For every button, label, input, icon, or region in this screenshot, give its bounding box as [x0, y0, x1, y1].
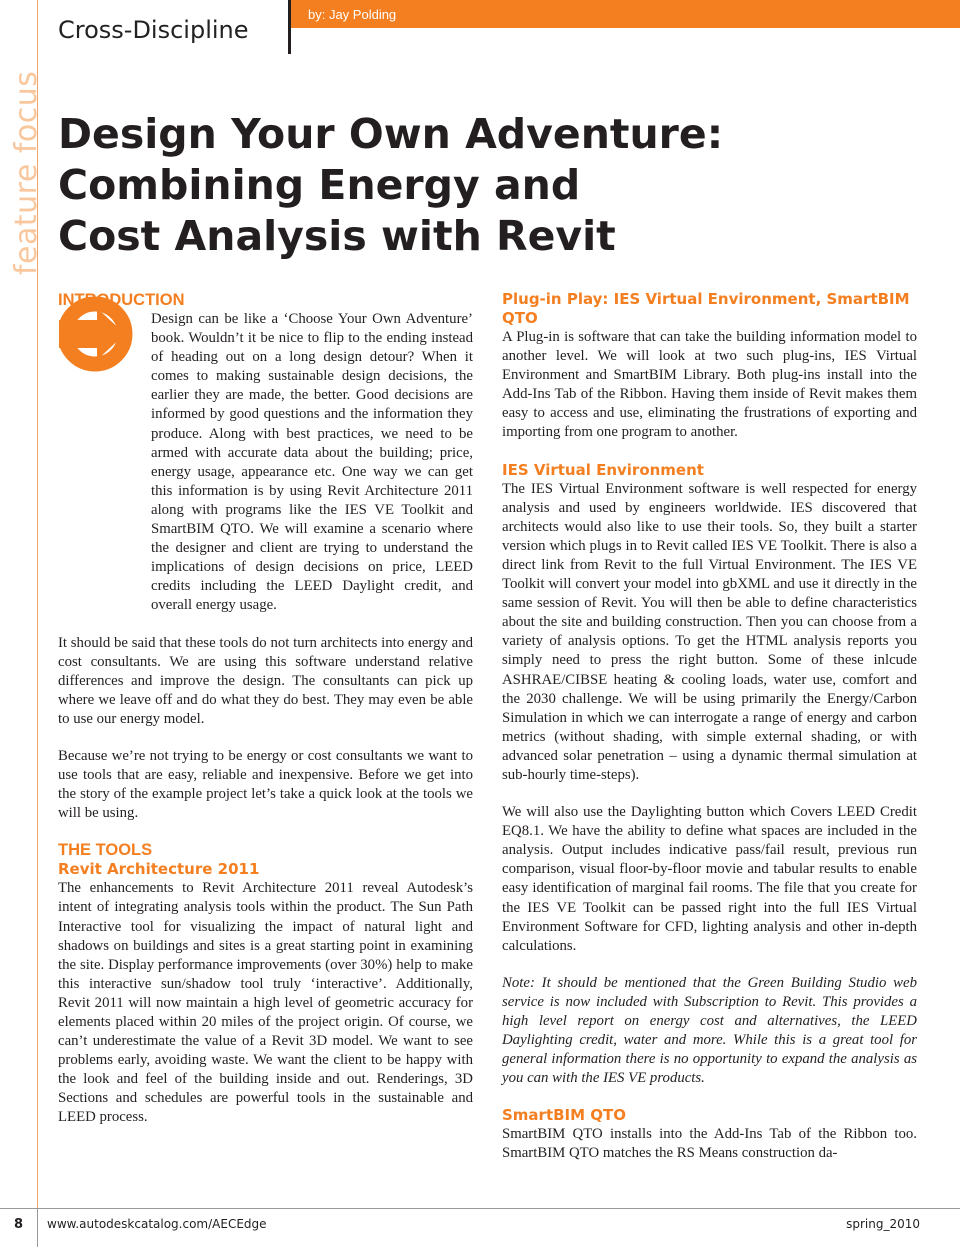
intro-paragraph-3: Because we’re not trying to be energy or cost consultants we want to use tools that are easy, reliable and inexpensive. Before we get into the story of the example project let’s take a quick look at the tools we will be using.	[58, 747, 473, 822]
ies-paragraph-1: The IES Virtual Environment software is well respected for energy analysis and used by engineers worldwide. IES discovered that architects would also like to use their tools. So, they built a starter version which plugs in to Revit called IES VE Toolkit. There is also a direct link from Revit to the full Virtual Environment. The IES VE Toolkit will convert your model into gbXML and use it directly in the same session of Revit. You will then be able to define characteristics about the site and building construction. Then you can choose from a variety of analysis options. To get the HTML analysis reports you simply need to press the right button. Some of these inlcude ASHRAE/CIBSE heating & cooling loads, water use, comfort and the 2030 challenge. We will be using primarily the Energy/Carbon Simulation in which we can interrogate a range of energy and carbon metrics (without shading, with simple external shading, or with advanced solar penetration – using a dynamic thermal simulation at sub-hourly time-steps).	[502, 480, 917, 783]
page-number: 8	[14, 1217, 24, 1232]
tools-heading: THE TOOLS	[58, 841, 153, 860]
footer-url: www.autodeskcatalog.com/AECEdge	[47, 1217, 267, 1231]
byline-bar	[291, 0, 960, 28]
smartbim-paragraph: SmartBIM QTO installs into the Add-Ins Tab of the Ribbon too. SmartBIM QTO matches the RS Means construction da-	[502, 1126, 917, 1162]
footer-rule	[0, 1208, 960, 1209]
footer-issue: spring_2010	[846, 1217, 920, 1231]
note-paragraph: Note: It should be mentioned that the Green Building Studio web service is now included with Subscription to Revit. This provides a high level report on energy cost and alternatives, the LEED Daylighting credit, water and more. While this is a great tool for general information there is no opportunity to expand the analysis as you can with the IES VE products.	[502, 974, 917, 1087]
ies-paragraph-2: We will also use the Daylighting button which Covers LEED Credit EQ8.1. We have the ability to define what spaces are included in the analysis. Output includes indicative pass/fail result, previous run comparison, visual floor-by-floor movie and tabular results to enable easy identification of marginal fail rooms. The file that you create for the IES VE Toolkit can be passed right into the full IES Virtual Environment Software for CFD, lighting analysis and other in-depth calculations.	[502, 804, 917, 954]
revit-heading: Revit Architecture 2011	[58, 860, 260, 879]
intro-paragraph-2: It should be said that these tools do not turn architects into energy and cost consultants. We are using this software understand relative differences and improve the design. The consultants can pick up where we leave off and do what they do best. They may even be able to use our energy model.	[58, 634, 473, 727]
right-column	[502, 290, 917, 1182]
title-line-2: Combining Energy and	[58, 161, 581, 209]
intro-paragraph-1-text: Design can be like a ‘Choose Your Own Adventure’ book. Wouldn’t it be nice to flip to the ending instead of heading out on a long design detour? When it comes to making sustainable design decisions, the earlier they are made, the better. Good decisions are informed by good questions and the information they produce. Along with best practices, we need to be armed with accurate data about the building; price, energy usage, appearance etc. One way we can get this information is by using Revit Architecture 2011 along with programs like the IES VE Toolkit and SmartBIM QTO. We will examine a scenario where the designer and client are trying to understand the implications of design decisions on price, LEED credits including the LEED Daylight credit, and overall energy usage.	[151, 311, 473, 614]
plugin-paragraph: A Plug-in is software that can take the building information model to another level. We will look at two such plug-ins, IES Virtual Environment and SmartBIM Library. Both plug-ins install into the Add-Ins Tab of the Ribbon. Having them inside of Revit makes them easy to access and use, eliminating the frustrations of exporting and importing from one program to another.	[502, 329, 917, 441]
plugin-heading: Plug-in Play: IES Virtual Environment, SmartBIM QTO	[502, 290, 910, 327]
footer-divider	[37, 1208, 38, 1247]
left-column	[58, 291, 473, 1146]
author-byline: by: Jay Polding	[308, 7, 397, 22]
intro-paragraph-1	[58, 310, 473, 616]
section-title: Cross-Discipline	[58, 16, 249, 44]
title-line-3: Cost Analysis with Revit	[58, 212, 616, 260]
smartbim-heading: SmartBIM QTO	[502, 1106, 627, 1125]
revit-paragraph: The enhancements to Revit Architecture 2011 reveal Autodesk’s intent of integrating analysis tools within the product. The Sun Path Interactive tool for visualizing the impact of natural light and shadows on buildings and sites is a great starting point in examining the site. Display performance improvements (over 30%) help to make this interactive sun/shadow tool truly ‘interactive’. Additionally, Revit 2011 will now maintain a high level of geometric accuracy for elements placed within 20 miles of the project origin. Of course, we can’t underestimate the value of a Revit 3D model. We want to see problems early, avoiding waste. We want the client to be happy with the look and feel of the building inside and out. Renderings, 3D Sections and schedules are powerful tools in the sustainable and LEED process.	[58, 880, 473, 1126]
article-title	[58, 109, 938, 262]
ies-heading: IES Virtual Environment	[502, 460, 704, 479]
introduction-heading: INTRODUCTION	[58, 291, 185, 309]
title-line-1: Design Your Own Adventure:	[58, 110, 724, 158]
feature-focus-label: feature focus	[9, 70, 44, 275]
